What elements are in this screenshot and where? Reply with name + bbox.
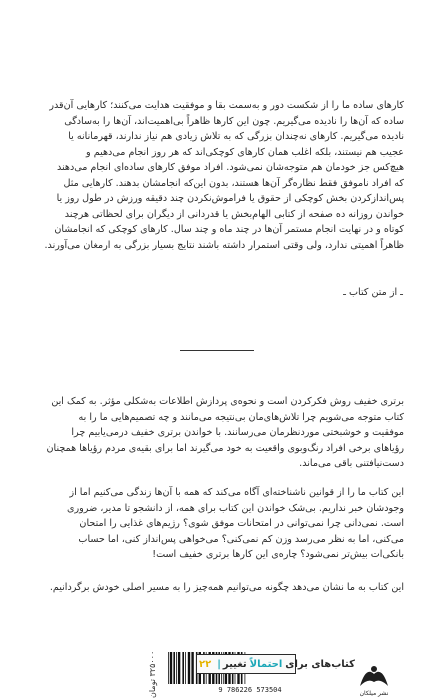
series-label bbox=[196, 654, 355, 674]
description-line: این کتاب ما را از قوانین ناشناخته‌ای آگاه می‌کند که همه با آن‌ها زندگی می‌کنیم اما از bbox=[69, 487, 404, 498]
quote-line: کارهای ساده ما را از شکست دور و به‌سمت بقا و موفقیت هدایت می‌کنند؛ کارهایی آن‌قدر bbox=[49, 100, 404, 111]
quote-line: پس‌اندازکردن بخش کوچکی از حقوق یا فراموش‌نکردن چند دقیقه ورزش در طول روز یا bbox=[56, 193, 404, 204]
barcode-bar bbox=[173, 652, 175, 684]
quote-line: کوتاه و در نهایت انجام مستمر آن‌ها در چند ماه و چند سال. کارهای کوچکی که انجامشان bbox=[54, 224, 404, 235]
description-line: رؤیاهای برخی افراد رنگ‌وبوی واقعیت به خود می‌گیرند اما برای بقیه‌ی مردم رؤیاها همچنان bbox=[46, 442, 404, 454]
quote-source: ـ از متن کتاب ـ bbox=[343, 287, 403, 298]
description-paragraph-1 bbox=[36, 394, 404, 472]
barcode-bar bbox=[188, 652, 190, 684]
description-line: موفقیت و خوشبختی موردنظرمان می‌رسانند. با خواندن برتری خفیف درمی‌یابیم چرا bbox=[71, 427, 404, 438]
quote-line: عجیب هم نیستند، بلکه اغلب همان کارهای کوچکی‌اند که هر روز انجام می‌دهیم و bbox=[86, 146, 404, 158]
isbn-digits: 9 786226 573504 bbox=[218, 686, 282, 694]
barcode-bar bbox=[185, 652, 186, 684]
publisher-name: نشر میلکان bbox=[359, 690, 389, 697]
description-line: وجودشان خبر نداریم. بی‌شک خواندن این کتاب برای همه، از دانشجو تا مدیر، ضروری bbox=[67, 502, 404, 514]
barcode-bar bbox=[191, 652, 193, 684]
barcode-bar bbox=[170, 652, 172, 684]
quote-line: ساده که آن‌ها را نادیده می‌گیریم. چون این کارها ظاهراً بی‌اهمیت‌اند، آن‌ها را به‌سادگی bbox=[64, 115, 404, 127]
description-line: کتاب متوجه می‌شویم چرا تلاش‌های‌مان بی‌نتیجه می‌مانند و چه تصمیم‌هایی ما را به bbox=[78, 411, 404, 423]
description-paragraph-2 bbox=[36, 485, 404, 563]
description-line: می‌کنی، اما به نظر می‌رسد وزن کم نمی‌کنی؟ می‌خواهی پس‌انداز کنی، اما حساب bbox=[78, 533, 404, 545]
section-divider bbox=[180, 350, 254, 351]
series-suffix: تغییر bbox=[222, 658, 247, 670]
quote-line: ظاهراً اهمیتی ندارد، ولی وقتی استمرار داشته باشند نتایج بسیار بزرگی به ارمغان می‌آورند. bbox=[44, 239, 404, 251]
series-highlight: احتمالاً bbox=[249, 658, 283, 670]
quote-line: نادیده می‌گیریم. کارهای نه‌چندان بزرگی که به تلاش زیادی هم نیاز ندارند، قهرمانانه یا bbox=[68, 131, 404, 142]
description-paragraph-3 bbox=[36, 580, 404, 596]
description-line: بانکی‌ات بیش‌تر نمی‌شود؟ چاره‌ی این کارها برتری خفیف است! bbox=[152, 549, 404, 560]
description-line: دست‌نیافتنی باقی می‌ماند. bbox=[299, 458, 404, 469]
barcode-bar bbox=[178, 652, 180, 684]
series-prefix: کتاب‌های برای bbox=[285, 658, 355, 670]
publisher-logo-icon bbox=[356, 660, 392, 690]
barcode-bar bbox=[176, 652, 177, 684]
series-separator: | bbox=[217, 658, 221, 670]
description-line: این کتاب به ما نشان می‌دهد چگونه می‌توانیم همه‌چیز را به مسیر اصلی خودش برگردانیم. bbox=[49, 582, 404, 593]
description-line: برتری خفیف روش فکرکردن است و نحوه‌ی پردازش اطلاعات به‌شکلی مؤثر. به کمک این bbox=[51, 396, 404, 407]
series-number: ۲۲ bbox=[199, 658, 212, 670]
quote-line: خواندن روزانه ده صفحه از کتابی الهام‌بخش یا قدردانی از دیگران برای لحظاتی هرچند bbox=[64, 208, 404, 220]
barcode-bar bbox=[168, 652, 169, 684]
description-line: است. نمی‌دانی چرا نمی‌توانی در امتحانات موفق شوی؟ رژیم‌های غذایی را امتحان bbox=[79, 518, 404, 529]
quote-line: که افراد ناموفق فقط نظاره‌گر آن‌ها هستند، بدون این‌که انجامشان بدهند. کارهایی مثل bbox=[63, 177, 404, 189]
barcode-bar bbox=[182, 652, 184, 684]
quote-paragraph bbox=[36, 98, 404, 253]
quote-line: هیچ‌کس جز خودمان هم متوجه‌شان نمی‌شود. افراد موفق کارهای ساده‌ای انجام می‌دهند bbox=[56, 162, 404, 173]
price-label: ۳۲۵۰۰۰ تومان bbox=[148, 650, 157, 698]
